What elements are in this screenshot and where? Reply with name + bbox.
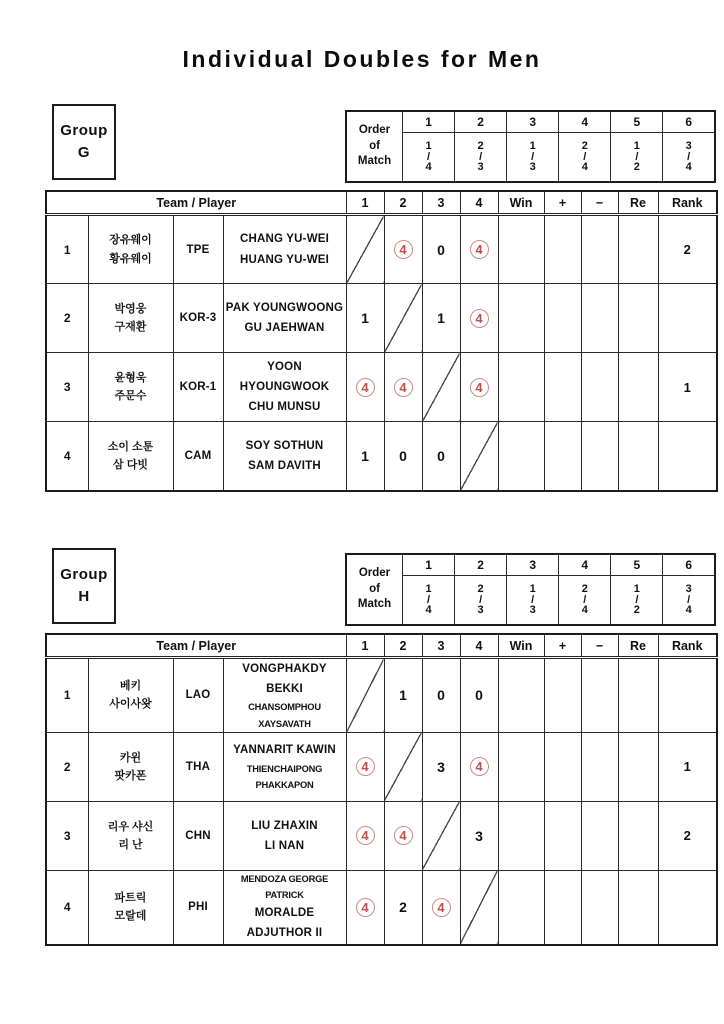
match-col-header: 4 [460,191,498,215]
match-result-cell: 0 [384,422,422,491]
diagonal-cell [460,422,498,491]
order-col-number: 3 [507,554,559,576]
circled-four-mark: 4 [470,757,489,776]
order-of-match-label: Order of Match [346,554,403,625]
row-number-cell: 1 [46,658,88,733]
player-names-cell: VONGPHAKDY BEKKI CHANSOMPHOU XAYSAVATH [223,658,346,733]
circled-four-mark: 4 [356,757,375,776]
minus-cell [581,658,618,733]
match-col-header: 3 [422,634,460,658]
circled-four-mark: 4 [470,309,489,328]
minus-header: − [581,634,618,658]
order-pairing: 2 / 4 [559,133,611,183]
minus-cell [581,215,618,284]
match-result-cell [460,284,498,353]
order-col-number: 1 [403,111,455,133]
player-names-cell: LIU ZHAXIN LI NAN [223,801,346,870]
win-header: Win [498,634,544,658]
rank-cell: 2 [658,215,717,284]
match-result-cell: 0 [422,422,460,491]
match-result-cell: 1 [384,658,422,733]
order-pairing: 1 / 2 [611,133,663,183]
page-title: Individual Doubles for Men [182,46,542,72]
group-word: Group [60,566,108,584]
match-result-cell [460,732,498,801]
plus-cell [544,870,581,944]
circled-four-mark: 4 [356,898,375,917]
match-result-cell [384,353,422,422]
rank-cell [658,284,717,353]
match-result-cell: 0 [422,215,460,284]
diagonal-cell [460,870,498,944]
order-pairing: 1 / 3 [507,133,559,183]
order-pairing: 1 / 3 [507,576,559,626]
circled-four-mark: 4 [394,240,413,259]
match-col-header: 2 [384,191,422,215]
match-result-cell: 3 [422,732,460,801]
korean-names-cell: 리우 샤신 리 난 [88,801,173,870]
match-col-header: 2 [384,634,422,658]
team-code-cell: TPE [173,215,223,284]
korean-names-cell: 카윈 팟카폰 [88,732,173,801]
team-row [46,422,717,491]
player-names-cell: YANNARIT KAWIN THIENCHAIPONG PHAKKAPON [223,732,346,801]
circled-four-mark: 4 [470,240,489,259]
team-row [46,215,717,284]
minus-cell [581,284,618,353]
match-result-cell: 3 [460,801,498,870]
minus-header: − [581,191,618,215]
order-pairing: 2 / 4 [559,576,611,626]
match-result-cell: 2 [384,870,422,944]
circled-four-mark: 4 [356,826,375,845]
team-row [46,870,717,944]
row-number-cell: 4 [46,422,88,491]
diagonal-cell [384,284,422,353]
match-col-header: 3 [422,191,460,215]
circled-four-mark: 4 [394,378,413,397]
team-row [46,732,717,801]
match-result-cell [422,870,460,944]
order-col-number: 3 [507,111,559,133]
korean-names-cell: 파트릭 모랄데 [88,870,173,944]
plus-cell [544,732,581,801]
minus-cell [581,732,618,801]
rank-cell [658,658,717,733]
match-result-cell: 0 [422,658,460,733]
order-col-number: 2 [455,554,507,576]
order-pairing: 1 / 4 [403,133,455,183]
plus-cell [544,353,581,422]
match-result-cell [460,215,498,284]
match-result-cell: 1 [422,284,460,353]
order-pairing: 2 / 3 [455,576,507,626]
circled-four-mark: 4 [470,378,489,397]
re-cell [618,870,658,944]
diagonal-cell [422,801,460,870]
order-of-match-table-h [345,553,716,626]
win-cell [498,732,544,801]
match-result-cell [460,353,498,422]
row-number-cell: 3 [46,353,88,422]
score-table-group-h [45,633,718,946]
diagonal-cell [422,353,460,422]
team-row [46,658,717,733]
team-player-header: Team / Player [46,634,346,658]
rank-cell: 1 [658,732,717,801]
row-number-cell: 2 [46,732,88,801]
row-number-cell: 1 [46,215,88,284]
win-header: Win [498,191,544,215]
plus-header: + [544,634,581,658]
rank-header: Rank [658,191,717,215]
order-col-number: 4 [559,111,611,133]
match-col-header: 1 [346,634,384,658]
plus-cell [544,801,581,870]
order-col-number: 6 [663,111,715,133]
korean-names-cell: 박영웅 구재환 [88,284,173,353]
match-result-cell [384,801,422,870]
korean-names-cell: 소이 소툰 삼 다빗 [88,422,173,491]
korean-names-cell: 베키 사이사왓 [88,658,173,733]
order-col-number: 2 [455,111,507,133]
row-number-cell: 3 [46,801,88,870]
player-names-cell: PAK YOUNGWOONG GU JAEHWAN [223,284,346,353]
re-cell [618,353,658,422]
match-result-cell [346,801,384,870]
win-cell [498,215,544,284]
group-letter: G [77,144,91,161]
order-col-number: 5 [611,554,663,576]
row-number-cell: 4 [46,870,88,944]
win-cell [498,870,544,944]
match-result-cell [346,870,384,944]
match-result-cell: 0 [460,658,498,733]
diagonal-cell [384,732,422,801]
order-pairing: 1 / 4 [403,576,455,626]
win-cell [498,353,544,422]
rank-cell: 2 [658,801,717,870]
team-player-header: Team / Player [46,191,346,215]
match-result-cell [346,732,384,801]
minus-cell [581,870,618,944]
plus-header: + [544,191,581,215]
match-result-cell: 1 [346,284,384,353]
re-cell [618,215,658,284]
order-pairing: 3 / 4 [663,133,715,183]
re-header: Re [618,191,658,215]
player-names-cell: MENDOZA GEORGE PATRICK MORALDE ADJUTHOR II [223,870,346,944]
order-pairing: 3 / 4 [663,576,715,626]
win-cell [498,422,544,491]
re-cell [618,732,658,801]
plus-cell [544,284,581,353]
score-table-group-g [45,190,718,492]
player-names-cell: YOON HYOUNGWOOK CHU MUNSU [223,353,346,422]
player-names-cell: CHANG YU-WEI HUANG YU-WEI [223,215,346,284]
circled-four-mark: 4 [394,826,413,845]
team-row [46,284,717,353]
plus-cell [544,215,581,284]
diagonal-cell [346,215,384,284]
korean-names-cell: 윤형욱 주문수 [88,353,173,422]
rank-cell: 1 [658,353,717,422]
win-cell [498,658,544,733]
team-code-cell: KOR-3 [173,284,223,353]
order-of-match-table-g [345,110,716,183]
team-code-cell: THA [173,732,223,801]
win-cell [498,284,544,353]
rank-header: Rank [658,634,717,658]
order-col-number: 4 [559,554,611,576]
score-table-header-row [46,634,717,658]
minus-cell [581,801,618,870]
group-g-label-box [52,104,116,180]
match-col-header: 1 [346,191,384,215]
match-result-cell [384,215,422,284]
rank-cell [658,422,717,491]
order-pairing: 1 / 2 [611,576,663,626]
order-of-match-label: Order of Match [346,111,403,182]
diagonal-cell [346,658,384,733]
group-letter: H [78,588,90,605]
team-row [46,353,717,422]
match-result-cell: 1 [346,422,384,491]
minus-cell [581,422,618,491]
win-cell [498,801,544,870]
group-word: Group [60,122,108,140]
team-code-cell: PHI [173,870,223,944]
plus-cell [544,422,581,491]
re-cell [618,422,658,491]
team-code-cell: CAM [173,422,223,491]
re-header: Re [618,634,658,658]
order-pairing: 2 / 3 [455,133,507,183]
row-number-cell: 2 [46,284,88,353]
team-code-cell: CHN [173,801,223,870]
score-table-header-row [46,191,717,215]
re-cell [618,658,658,733]
match-result-cell [346,353,384,422]
team-code-cell: KOR-1 [173,353,223,422]
order-col-number: 5 [611,111,663,133]
minus-cell [581,353,618,422]
re-cell [618,284,658,353]
plus-cell [544,658,581,733]
group-h-label-box [52,548,116,624]
circled-four-mark: 4 [432,898,451,917]
team-code-cell: LAO [173,658,223,733]
team-row [46,801,717,870]
circled-four-mark: 4 [356,378,375,397]
order-col-number: 1 [403,554,455,576]
korean-names-cell: 장유웨이 황유웨이 [88,215,173,284]
order-col-number: 6 [663,554,715,576]
re-cell [618,801,658,870]
player-names-cell: SOY SOTHUN SAM DAVITH [223,422,346,491]
match-col-header: 4 [460,634,498,658]
rank-cell [658,870,717,944]
